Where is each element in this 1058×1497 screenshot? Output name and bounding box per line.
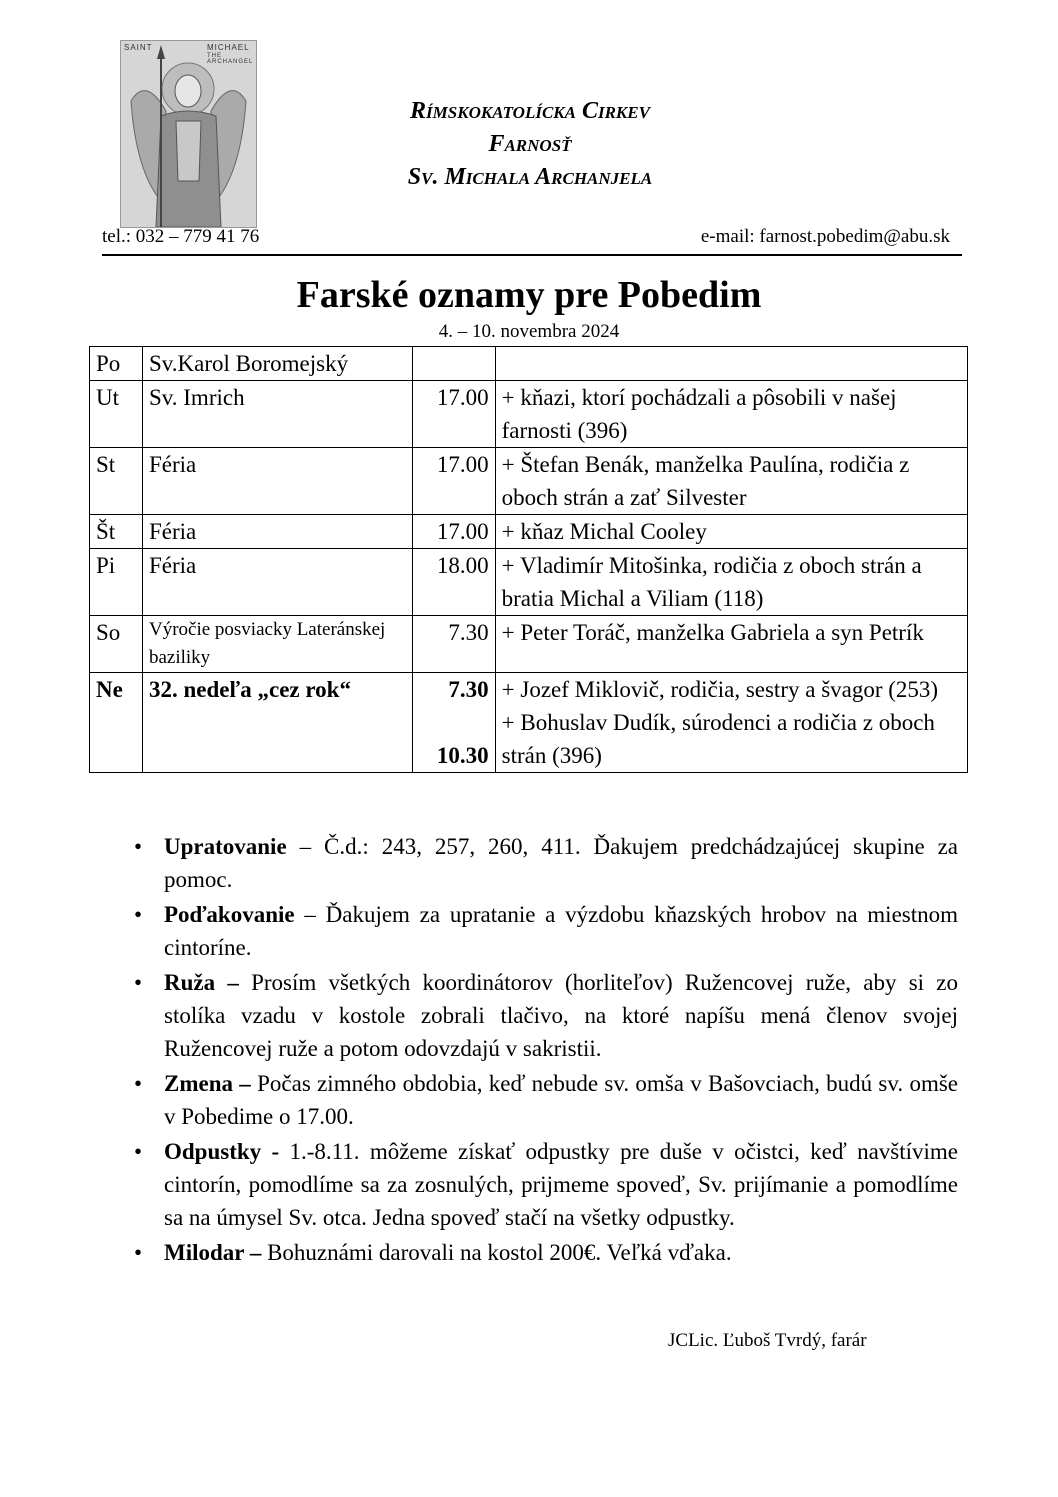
archangel-icon [121, 41, 256, 227]
schedule-feast: Féria [142, 515, 412, 549]
schedule-time [412, 673, 495, 773]
announcement-item [130, 1135, 958, 1234]
announcement-label: Ruža – [164, 970, 239, 995]
announcement-text: Bohuznámi darovali na kostol 200€. Veľká vďaka. [267, 1240, 732, 1265]
announcement-text: Č.d.: 243, 257, 260, 411. Ďakujem predchádzajúcej skupine za pomoc. [164, 834, 958, 892]
schedule-row [90, 549, 968, 616]
bullet-icon: • [134, 902, 143, 927]
phone-number: tel.: 032 – 779 41 76 [102, 226, 260, 247]
announcement-item [130, 1067, 958, 1133]
mass-intention: + kňazi, ktorí pochádzali a pôsobili v našej farnosti (396) [501, 385, 897, 443]
mass-intention: + Jozef Miklovič, rodičia, sestry a švagor (253) [501, 677, 939, 702]
bullet-icon: • [134, 1139, 143, 1164]
schedule-feast: Sv. Imrich [142, 381, 412, 448]
schedule-row [90, 347, 968, 381]
announcement-separator: – [286, 834, 325, 859]
bullet-icon: • [134, 1240, 143, 1265]
schedule-intention [495, 347, 967, 381]
schedule-time [412, 616, 495, 673]
parish-line-1: Rímskokatolícka Cirkev [410, 98, 650, 124]
announcement-text: Počas zimného obdobia, keď nebude sv. omša v Bašovciach, budú sv. omše v Pobedime o 17.00. [164, 1071, 959, 1129]
schedule-time [412, 448, 495, 515]
schedule-intention [495, 515, 967, 549]
icon-caption-right: MICHAEL [207, 43, 250, 52]
mass-intention: + Vladimír Mitošinka, rodičia z oboch strán a bratia Michal a Viliam (118) [501, 553, 922, 611]
parish-line-3: Sv. Michala Archanjela [407, 164, 653, 190]
announcement-label: Odpustky - [164, 1139, 280, 1164]
schedule-intention [495, 616, 967, 673]
announcements-list [130, 830, 958, 1271]
parish-line-2: Farnosť [488, 131, 572, 157]
announcement-item [130, 830, 958, 896]
schedule-intention [495, 673, 967, 773]
schedule-row [90, 616, 968, 673]
schedule-day: Po [90, 347, 143, 381]
schedule-row [90, 673, 968, 773]
icon-caption-left: SAINT [124, 43, 153, 52]
icon-caption-sub: THE ARCHANGEL [207, 53, 254, 65]
schedule-feast: 32. nedeľa „cez rok“ [142, 673, 412, 773]
announcement-separator: – [294, 902, 326, 927]
date-range: 4. – 10. novembra 2024 [438, 321, 620, 342]
schedule-time [412, 515, 495, 549]
schedule-intention [495, 549, 967, 616]
parish-heading [280, 95, 780, 194]
mass-intention: + Peter Toráč, manželka Gabriela a syn Petrík [501, 620, 924, 645]
mass-intention: + Bohuslav Dudík, súrodenci a rodičia z oboch strán (396) [501, 710, 935, 768]
announcement-label: Milodar – [164, 1240, 262, 1265]
schedule-row [90, 515, 968, 549]
schedule-feast: Výročie posviacky Lateránskej baziliky [142, 616, 412, 673]
schedule-time [412, 347, 495, 381]
announcement-separator [279, 1139, 289, 1164]
schedule-time [412, 381, 495, 448]
announcement-text: Ďakujem za upratanie a výzdobu kňazských hrobov na miestnom cintoríne. [164, 902, 959, 960]
schedule-row [90, 381, 968, 448]
schedule-feast: Sv.Karol Boromejský [142, 347, 412, 381]
mass-schedule-table [89, 346, 968, 773]
mass-intention: + kňaz Michal Cooley [501, 519, 707, 544]
schedule-day: Pi [90, 549, 143, 616]
schedule-intention [495, 448, 967, 515]
announcement-item [130, 1236, 958, 1269]
saint-michael-icon [120, 40, 257, 228]
announcement-label: Upratovanie [164, 834, 287, 859]
mass-time: 18.00 [436, 553, 489, 578]
schedule-day: Ne [90, 673, 143, 773]
bullet-icon: • [134, 834, 143, 859]
schedule-day: Ut [90, 381, 143, 448]
announcement-item [130, 898, 958, 964]
signature: JCLic. Ľuboš Tvrdý, farár [668, 1330, 867, 1351]
announcement-label: Poďakovanie [164, 902, 295, 927]
page-title: Farské oznamy pre Pobedim [296, 274, 762, 316]
mass-time: 17.00 [436, 385, 489, 410]
announcement-text: 1.-8.11. môžeme získať odpustky pre duše v očistci, keď navštívime cintorín, pomodlíme sa za zosnulých, prijmeme spoveď, Sv. prijímanie a pomodlíme sa na úmysel Sv. otca. Jedna spoveď stačí na všetky odpustky. [164, 1139, 959, 1230]
announcement-item [130, 966, 958, 1065]
contact-line [102, 224, 962, 256]
email-address: e-mail: farnost.pobedim@abu.sk [700, 226, 950, 247]
mass-time: 17.00 [436, 452, 489, 477]
mass-intention: + Štefan Benák, manželka Paulína, rodičia z oboch strán a zať Silvester [501, 452, 910, 510]
bullet-icon: • [134, 1071, 143, 1096]
announcement-label: Zmena – [164, 1071, 251, 1096]
schedule-day: So [90, 616, 143, 673]
mass-time: 17.00 [436, 519, 489, 544]
mass-time: 7.30 [448, 620, 489, 645]
schedule-time [412, 549, 495, 616]
mass-time: 10.30 [436, 743, 489, 768]
announcement-text: Prosím všetkých koordinátorov (horliteľov) Ružencovej ruže, aby si zo stolíka vzadu v kostole zobrali tlačivo, na ktoré napíšu mená členov svojej Ružencovej ruže a potom odovzdajú v sakristii. [164, 970, 958, 1061]
bullet-icon: • [134, 970, 143, 995]
announcement-separator [239, 970, 251, 995]
schedule-feast: Féria [142, 448, 412, 515]
schedule-feast: Féria [142, 549, 412, 616]
schedule-intention [495, 381, 967, 448]
schedule-row [90, 448, 968, 515]
schedule-day: St [90, 448, 143, 515]
schedule-day: Št [90, 515, 143, 549]
mass-time: 7.30 [448, 677, 489, 702]
